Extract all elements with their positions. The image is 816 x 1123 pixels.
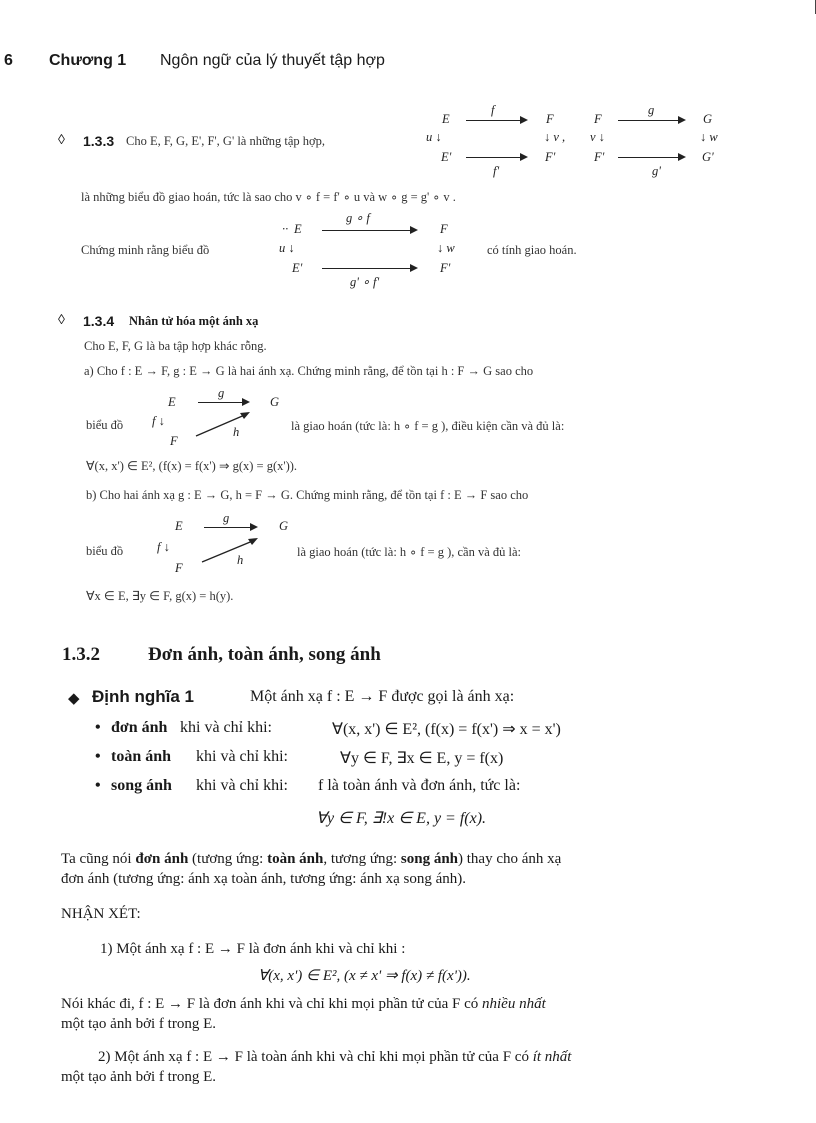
- cd3-mark: ··: [282, 222, 289, 236]
- tri-b-f: f ↓: [157, 540, 170, 554]
- cd1-fprime: f': [493, 164, 500, 178]
- tri-a-arrow-h: [194, 410, 252, 438]
- cd3-arrow-bottom: [322, 268, 416, 269]
- exercise-number: 1.3.4: [83, 313, 115, 329]
- definition-term: song ánh: [111, 777, 172, 794]
- section-title: Đơn ánh, toàn ánh, song ánh: [148, 644, 381, 665]
- cd1-f: f: [491, 103, 495, 117]
- cd3-Fprime: F': [440, 261, 451, 275]
- paragraph-line-2: đơn ánh (tương ứng: ánh xạ toàn ánh, tương ứng: ánh xạ song ánh).: [61, 871, 466, 887]
- cd3-F: F: [440, 222, 448, 236]
- section-number: 1.3.2: [62, 644, 100, 665]
- part-a-condition: ∀(x, x') ∈ E², (f(x) = f(x') ⇒ g(x) = g(x')).: [86, 459, 298, 473]
- definition-formula: ∀(x, x') ∈ E², (f(x) = f(x') ⇒ x = x'): [332, 721, 561, 738]
- part-b-diagram-label: biểu đồ: [86, 544, 124, 558]
- cd2-g: g: [648, 103, 655, 117]
- part-b-conclusion: là giao hoán (tức là: h ∘ f = g ), cần và đủ là:: [297, 545, 522, 559]
- chapter-label: Chương 1: [49, 52, 127, 69]
- tri-b-arrow-g: [204, 527, 256, 528]
- cd1-Eprime: E': [441, 150, 452, 164]
- definition-rest: khi và chỉ khi:: [196, 777, 288, 794]
- definition-label: Định nghĩa 1: [92, 687, 194, 706]
- exercise-number: 1.3.3: [83, 133, 115, 149]
- exercise-intro: Cho E, F, G là ba tập hợp khác rỗng.: [84, 339, 267, 353]
- definition-rest: khi và chỉ khi:: [196, 748, 288, 765]
- chapter-title: Ngôn ngữ của lý thuyết tập hợp: [160, 52, 385, 69]
- cd1-F: F: [546, 112, 554, 126]
- exercise-condition-line: là những biểu đồ giao hoán, tức là sao cho v ∘ f = f' ∘ u và w ∘ g = g' ∘ v .: [81, 190, 456, 204]
- cd2-Gprime: G': [702, 150, 714, 164]
- songanh-formula: ∀y ∈ F, ∃!x ∈ E, y = f(x).: [316, 810, 487, 827]
- cd1-u: u ↓: [426, 130, 442, 144]
- part-b-condition: ∀x ∈ E, ∃y ∈ F, g(x) = h(y).: [86, 589, 234, 603]
- definition-term: đơn ánh: [111, 719, 168, 736]
- remark-1: 1) Một ánh xạ f : E → F là đơn ánh khi và chỉ khi :: [100, 941, 406, 957]
- prove-conclusion: có tính giao hoán.: [487, 243, 577, 257]
- cd2-arrow-top: [618, 120, 684, 121]
- tri-b-E: E: [175, 519, 183, 533]
- prove-label: Chứng minh rằng biểu đồ: [81, 243, 210, 257]
- tri-a-G: G: [270, 395, 280, 409]
- part-b-text: b) Cho hai ánh xạ g : E → G, h = F → G. Chứng minh rằng, để tồn tại f : E → F sao cho: [86, 488, 529, 502]
- cd1-arrow-bottom: [466, 157, 526, 158]
- cd1-v: ↓ v ,: [544, 130, 566, 144]
- tri-a-E: E: [168, 395, 176, 409]
- remark-2-line-2: một tạo ảnh bởi f trong E.: [61, 1069, 216, 1085]
- remark-1-line-1: Nói khác đi, f : E → F là đơn ánh khi và chỉ khi mọi phần tử của F có nhiều nhất: [61, 996, 546, 1012]
- cd2-w: ↓ w: [700, 130, 718, 144]
- cd1-arrow-top: [466, 120, 526, 121]
- paragraph-line-1: Ta cũng nói đơn ánh (tương ứng: toàn ánh, tương ứng: song ánh) thay cho ánh xạ: [61, 851, 562, 867]
- definition-formula: f là toàn ánh và đơn ánh, tức là:: [318, 777, 521, 794]
- tri-b-arrow-h: [200, 536, 260, 564]
- cd2-G: G: [703, 112, 713, 126]
- tri-a-g: g: [218, 386, 225, 400]
- definition-rest: khi và chỉ khi:: [180, 719, 272, 736]
- tri-a-f: f ↓: [152, 414, 165, 428]
- tri-b-h: h: [237, 553, 244, 567]
- cd3-E: E: [294, 222, 302, 236]
- cd2-arrow-bottom: [618, 157, 684, 158]
- cd1-Fprime: F': [545, 150, 556, 164]
- cd3-bottom-label: g' ∘ f': [350, 275, 380, 289]
- cd3-top-label: g ∘ f: [346, 211, 370, 225]
- cd2-F: F: [594, 112, 602, 126]
- remark-2-line-1: 2) Một ánh xạ f : E → F là toàn ánh khi và chỉ khi mọi phần tử của F có ít nhất: [98, 1049, 572, 1065]
- page-number: 6: [4, 52, 13, 69]
- definition-intro: Một ánh xạ f : E → F được gọi là ánh xạ:: [250, 688, 515, 705]
- exercise-bullet: ◊: [58, 133, 65, 148]
- exercise-intro: Cho E, F, G, E', F', G' là những tập hợp,: [126, 134, 325, 148]
- remark-1-line-2: một tạo ảnh bởi f trong E.: [61, 1016, 216, 1032]
- part-a-conclusion: là giao hoán (tức là: h ∘ f = g ), điều kiện cần và đủ là:: [291, 419, 565, 433]
- tri-b-G: G: [279, 519, 289, 533]
- tri-b-F: F: [175, 561, 183, 575]
- exercise-title: Nhân tử hóa một ánh xạ: [129, 314, 259, 328]
- cd2-v: v ↓: [590, 130, 605, 144]
- definition-formula: ∀y ∈ F, ∃x ∈ E, y = f(x): [340, 750, 504, 767]
- cd1-E: E: [442, 112, 450, 126]
- exercise-bullet: ◊: [58, 313, 65, 328]
- tri-b-g: g: [223, 511, 230, 525]
- cd3-Eprime: E': [292, 261, 303, 275]
- cd3-u: u ↓: [279, 241, 295, 255]
- tri-a-h: h: [233, 425, 240, 439]
- part-a-text: a) Cho f : E → F, g : E → G là hai ánh xạ. Chứng minh rằng, để tồn tại h : F → G sao cho: [84, 364, 534, 378]
- cd3-arrow-top: [322, 230, 416, 231]
- tri-a-F: F: [170, 434, 178, 448]
- remark-1-formula: ∀(x, x') ∈ E², (x ≠ x' ⇒ f(x) ≠ f(x')).: [258, 968, 471, 984]
- cd3-w: ↓ w: [437, 241, 455, 255]
- part-a-diagram-label: biểu đồ: [86, 418, 124, 432]
- remarks-heading: NHẬN XÉT:: [61, 906, 141, 922]
- definition-term: toàn ánh: [111, 748, 172, 765]
- definition-bullet: ◆: [68, 691, 80, 707]
- tri-a-arrow-g: [198, 402, 248, 403]
- page-corner-mark: [811, 0, 816, 14]
- cd2-gprime: g': [652, 164, 661, 178]
- cd2-Fprime: F': [594, 150, 605, 164]
